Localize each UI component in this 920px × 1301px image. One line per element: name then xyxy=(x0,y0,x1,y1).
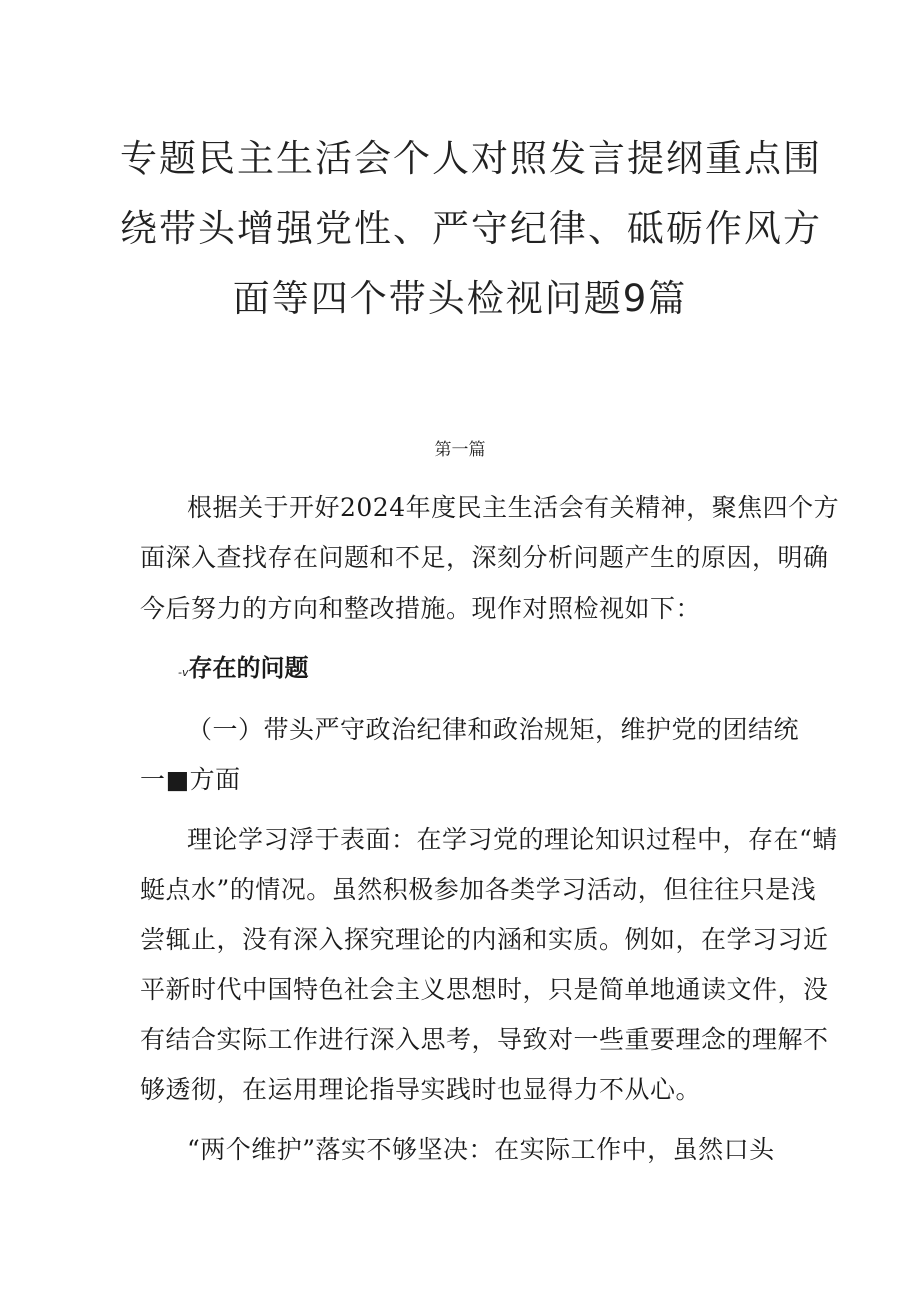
subsection-line: （一）带头严守政治纪律和政治规矩，维护党的团结统 xyxy=(187,715,800,744)
intro-line: 面深入查找存在问题和不足，深刻分析问题产生的原因，明确 xyxy=(140,543,829,572)
section-heading xyxy=(178,648,308,683)
paragraph-line: 够透彻，在运用理论指导实践时也显得力不从心。 xyxy=(140,1075,702,1104)
document-title-line-3: 面等四个带头检视问题9篇 xyxy=(232,277,688,320)
section-heading-mark: -v xyxy=(178,666,189,679)
paragraph-line: 蜓点水”的情况。虽然积极参加各类学习活动，但往往只是浅 xyxy=(140,875,817,904)
paragraph-line: 平新时代中国特色社会主义思想时，只是简单地通读文件，没 xyxy=(140,975,829,1004)
intro-line: 今后努力的方向和整改措施。现作对照检视如下： xyxy=(140,594,702,623)
section-heading-text: 存在的问题 xyxy=(188,654,309,682)
document-title-line-1: 专题民主生活会个人对照发言提纲重点围 xyxy=(120,137,822,180)
paragraph-line: 有结合实际工作进行深入思考，导致对一些重要理念的理解不 xyxy=(140,1025,829,1054)
paragraph-line: “两个维护”落实不够坚决：在实际工作中，虽然口头 xyxy=(187,1135,775,1164)
subsection-line: 一■方面 xyxy=(140,765,241,794)
intro-line: 根据关于开好2024年度民主生活会有关精神，聚焦四个方 xyxy=(187,493,840,522)
paragraph-line: 理论学习浮于表面：在学习党的理论知识过程中，存在“蜻 xyxy=(187,825,838,854)
chapter-label: 第一篇 xyxy=(434,440,486,460)
paragraph-line: 尝辄止，没有深入探究理论的内涵和实质。例如，在学习习近 xyxy=(140,925,829,954)
document-title-line-2: 绕带头增强党性、严守纪律、砥砺作风方 xyxy=(120,207,822,250)
